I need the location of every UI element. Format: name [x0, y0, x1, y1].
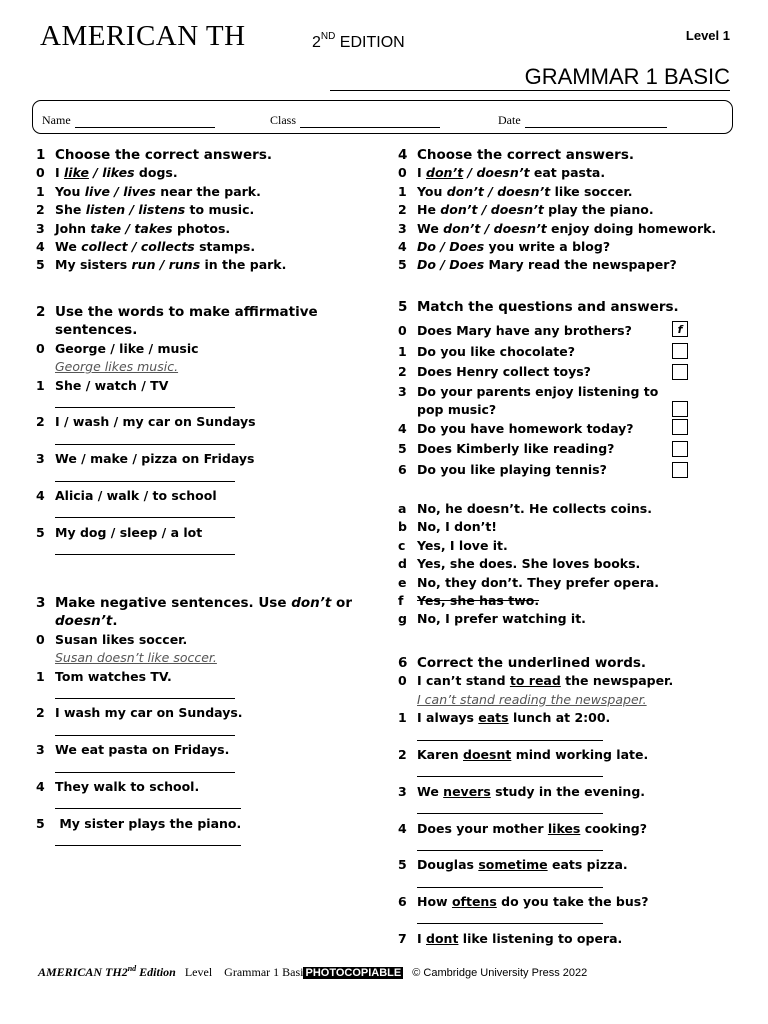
section-2-heading-line-2: sentences. — [55, 322, 138, 339]
item-number: 4 — [36, 238, 45, 254]
question-text: Do you like playing tennis? — [417, 461, 607, 477]
answer-box[interactable]: f — [672, 321, 688, 337]
option-2: doesn’t — [490, 202, 544, 218]
class-label: Class — [270, 113, 297, 127]
question-text: Do your parents enjoy listening to — [417, 383, 659, 399]
example-prompt: George / like / music — [55, 340, 199, 356]
footer-edition-superscript: nd — [127, 964, 137, 973]
correction-item — [398, 930, 673, 948]
answer-line-row — [398, 764, 673, 782]
section-1 — [36, 146, 286, 275]
answer-blank[interactable] — [417, 838, 603, 851]
section-number: 2 — [36, 304, 46, 320]
item-number: 5 — [398, 257, 407, 273]
sentence-prompt — [36, 704, 352, 722]
match-answer — [398, 518, 659, 536]
answer-line-row — [36, 760, 352, 778]
question-text: Do you like chocolate? — [417, 343, 575, 359]
answer-options: collect / collects — [81, 238, 195, 254]
example-prompt: Susan likes soccer. — [55, 631, 188, 647]
item-number: 1 — [398, 183, 407, 199]
item-text: mind working late. — [511, 746, 649, 762]
answer-options — [64, 165, 135, 180]
item-number: 4 — [398, 820, 407, 836]
edition-word: EDITION — [335, 34, 405, 51]
item-number: 4 — [36, 487, 45, 503]
item-text: dogs. — [134, 165, 178, 181]
prompt-text: We / make / pizza on Fridays — [55, 451, 255, 467]
answer-text: Yes, she has two. — [417, 592, 540, 608]
section-5-questions — [398, 321, 658, 481]
option-2: Does — [449, 257, 485, 273]
answer-line-row — [398, 875, 673, 893]
choice-item — [398, 238, 716, 256]
match-answer — [398, 555, 659, 573]
option-separator: / — [435, 238, 450, 254]
answer-blank[interactable] — [55, 686, 235, 699]
section-1-heading — [36, 146, 286, 164]
answer-blank[interactable] — [55, 760, 235, 773]
item-text: You — [417, 183, 447, 199]
answer-blank[interactable] — [55, 723, 235, 736]
footer-copyright: © Cambridge University Press 2022 — [412, 967, 588, 979]
sentence-prompt — [36, 450, 318, 468]
item-text: you write a blog? — [484, 238, 611, 254]
sentence-prompt — [36, 668, 352, 686]
section-number: 1 — [36, 147, 46, 163]
answer-blank[interactable] — [55, 796, 241, 809]
section-4 — [398, 146, 716, 275]
footer-edition-word: Edition — [136, 965, 176, 979]
section-3 — [36, 594, 352, 851]
title-rule — [330, 90, 730, 91]
underlined-word: oftens — [451, 894, 497, 910]
prompt-text: My dog / sleep / a lot — [55, 524, 203, 540]
match-question — [398, 419, 658, 440]
section-number: 4 — [398, 147, 408, 163]
item-number: 3 — [398, 783, 407, 799]
section-2 — [36, 303, 318, 560]
answer-blank[interactable] — [55, 469, 235, 482]
item-number: 1 — [398, 710, 407, 726]
item-number: 0 — [398, 323, 407, 338]
page-footer — [38, 964, 587, 980]
item-text: near the park. — [155, 183, 261, 199]
example-answer: George likes music. — [55, 359, 179, 375]
question-text: Does Henry collect toys? — [417, 364, 591, 380]
sentence-prompt — [36, 778, 352, 796]
section-title-keyword-2: doesn’t — [55, 613, 113, 630]
answer-blank[interactable] — [417, 911, 603, 924]
match-question — [398, 460, 658, 481]
class-field[interactable] — [270, 113, 440, 128]
answer-line-row — [36, 833, 352, 851]
choice-item — [36, 238, 286, 256]
date-line — [525, 117, 667, 128]
answer-line-row — [36, 432, 318, 450]
match-question — [398, 439, 658, 460]
question-text: Do you have homework today? — [417, 420, 634, 436]
item-text: study in the evening. — [490, 783, 646, 799]
answer-line-row — [398, 801, 673, 819]
item-number: 3 — [36, 742, 45, 758]
answer-line-row — [36, 469, 318, 487]
item-number: 0 — [398, 165, 407, 181]
item-text: John — [55, 220, 91, 236]
item-number: 4 — [398, 238, 407, 254]
answer-text: No, he doesn’t. He collects coins. — [417, 501, 652, 516]
match-question — [398, 342, 658, 363]
choice-item — [398, 164, 716, 182]
item-number: 3 — [398, 383, 407, 399]
match-answer — [398, 500, 659, 518]
item-text: lunch at 2:00. — [508, 710, 611, 726]
prompt-text: My sister plays the piano. — [55, 815, 242, 831]
choice-item — [36, 256, 286, 274]
correction-item — [398, 783, 673, 801]
worksheet-title: GRAMMAR 1 BASIC — [524, 64, 730, 89]
item-text: Does your mother — [417, 820, 548, 836]
sentence-prompt — [36, 815, 352, 833]
example-pre: I can’t stand — [417, 673, 510, 689]
example-post: the newspaper. — [560, 673, 674, 689]
answer-line-row — [398, 728, 673, 746]
chosen-option: like — [64, 165, 89, 181]
item-number: 5 — [36, 257, 45, 273]
worksheet-brand-title: AMERICAN TH — [40, 20, 246, 52]
item-text: She — [55, 202, 86, 218]
match-question — [398, 321, 658, 342]
answer-options: listen / listens — [85, 202, 186, 218]
answer-blank[interactable] — [417, 801, 603, 814]
correction-item — [398, 893, 673, 911]
item-text: play the piano. — [543, 202, 654, 218]
choice-item — [398, 201, 716, 219]
question-text: Does Kimberly like reading? — [417, 441, 615, 457]
item-number: 1 — [36, 377, 45, 393]
section-title-pre: Make negative sentences. Use — [55, 595, 292, 611]
section-2-example — [36, 340, 318, 358]
item-text: Douglas — [417, 857, 479, 873]
other-option: likes — [102, 165, 135, 181]
option-separator: / — [88, 165, 103, 181]
answer-text: Yes, she does. She loves books. — [417, 556, 641, 572]
section-title-line-1: Use the words to make affirmative — [55, 304, 318, 320]
option-separator: / — [463, 165, 477, 181]
answer-text: No, I prefer watching it. — [417, 611, 586, 627]
item-text: I always — [417, 710, 479, 726]
option-separator: / — [483, 183, 498, 199]
section-title: Choose the correct answers. — [55, 147, 272, 163]
section-5-answers — [398, 500, 659, 629]
answer-letter: b — [398, 519, 407, 535]
section-title: Choose the correct answers. — [417, 147, 634, 163]
item-number: 5 — [36, 815, 45, 831]
item-number: 1 — [36, 668, 45, 684]
prompt-text: She / watch / TV — [55, 377, 169, 393]
answer-box[interactable] — [672, 401, 688, 417]
item-text: like soccer. — [550, 183, 633, 199]
item-text: I — [417, 165, 427, 181]
section-number: 3 — [36, 595, 46, 611]
option-2: Does — [449, 238, 485, 254]
level-label: Level 1 — [685, 28, 730, 43]
item-number: 2 — [398, 746, 407, 762]
answer-letter: f — [398, 592, 404, 608]
underlined-word: likes — [547, 820, 581, 836]
answer-blank[interactable] — [55, 505, 235, 518]
answer-blank[interactable] — [417, 728, 603, 741]
option-1: don’t — [446, 183, 484, 199]
item-number: 3 — [398, 220, 407, 236]
item-number: 1 — [36, 183, 45, 199]
section-2-heading — [36, 303, 318, 321]
item-number: 2 — [398, 364, 407, 380]
item-number: 0 — [36, 340, 45, 356]
match-question — [398, 383, 658, 401]
answer-blank[interactable] — [55, 542, 235, 555]
item-number: 3 — [36, 451, 45, 467]
underlined-word: eats — [478, 710, 509, 726]
edition-superscript: ND — [320, 31, 336, 42]
underlined-word: sometime — [478, 857, 548, 873]
answer-letter: a — [398, 501, 407, 516]
answer-blank[interactable] — [55, 833, 241, 846]
item-number: 3 — [36, 220, 45, 236]
answer-letter: g — [398, 611, 407, 627]
answer-line-row — [36, 723, 352, 741]
item-text: We — [55, 238, 82, 254]
section-2-example-answer-row — [36, 358, 318, 376]
section-number: 6 — [398, 655, 408, 671]
question-text: Does Mary have any brothers? — [417, 323, 632, 338]
sentence-prompt — [36, 487, 318, 505]
item-number: 6 — [398, 461, 407, 477]
answer-letter: d — [398, 556, 407, 572]
answer-line-row — [36, 395, 318, 413]
item-text: do you take the bus? — [496, 894, 649, 910]
item-number: 0 — [398, 673, 407, 689]
choice-item — [36, 201, 286, 219]
section-title-keyword-1: don’t — [291, 595, 332, 611]
item-text: photos. — [172, 220, 231, 236]
item-text: like listening to opera. — [458, 930, 623, 946]
choice-item — [398, 256, 716, 274]
answer-line-row — [398, 838, 673, 856]
item-text: cooking? — [580, 820, 647, 836]
name-field[interactable] — [42, 113, 215, 128]
correction-item — [398, 746, 673, 764]
answer-blank[interactable] — [417, 764, 603, 777]
choice-item — [398, 220, 716, 238]
answer-box[interactable] — [672, 462, 688, 478]
section-5 — [398, 298, 679, 316]
item-number: 2 — [36, 414, 45, 430]
item-number: 5 — [398, 857, 407, 873]
item-text: eat pasta. — [529, 165, 606, 181]
option-2: doesn’t — [493, 220, 547, 236]
item-number: 7 — [398, 930, 407, 946]
item-text: My sisters — [55, 257, 132, 273]
option-1: don’t — [426, 165, 464, 181]
photocopiable-badge: PHOTOCOPIABLE — [305, 967, 402, 979]
name-label: Name — [42, 113, 71, 127]
item-text: I — [417, 930, 427, 946]
item-text: enjoy doing homework. — [546, 220, 717, 236]
item-text: We — [417, 220, 444, 236]
name-line — [75, 117, 215, 128]
answer-blank[interactable] — [55, 432, 235, 445]
match-question-cont: pop music? — [417, 401, 497, 417]
correction-item — [398, 856, 673, 874]
section-3-example-answer-row — [36, 649, 352, 667]
option-separator: / — [435, 257, 450, 273]
example-answer: I can’t stand reading the newspaper. — [417, 691, 647, 707]
answer-options: run / runs — [131, 257, 201, 273]
option-separator: / — [477, 202, 491, 218]
item-number: 2 — [36, 202, 45, 218]
choice-item — [36, 183, 286, 201]
choice-item — [36, 220, 286, 238]
answer-letter: e — [398, 574, 407, 590]
answer-letter: c — [398, 537, 406, 553]
answer-line-row — [36, 796, 352, 814]
item-number: 2 — [398, 202, 407, 218]
item-text: How — [417, 894, 452, 910]
item-number: 4 — [398, 420, 407, 436]
answer-line-row — [398, 911, 673, 929]
answer-blank[interactable] — [55, 395, 235, 408]
sentence-prompt — [36, 413, 318, 431]
section-6 — [398, 654, 673, 948]
footer-level: Level — [184, 965, 213, 979]
answer-options: take / takes — [90, 220, 173, 236]
item-text: I — [55, 165, 65, 181]
item-number: 0 — [36, 165, 45, 181]
prompt-text: Alicia / walk / to school — [55, 487, 217, 503]
section-4-heading — [398, 146, 716, 164]
item-number: 1 — [398, 343, 407, 359]
answer-text: No, I don’t! — [417, 519, 498, 535]
option-2: doesn’t — [497, 183, 551, 199]
prompt-text: I wash my car on Sundays. — [55, 705, 243, 721]
answer-text: No, they don’t. They prefer opera. — [417, 574, 660, 590]
answer-text: Yes, I love it. — [417, 537, 508, 553]
item-number: 5 — [36, 524, 45, 540]
underlined-word: doesnt — [463, 746, 512, 762]
example-answer: Susan doesn’t like soccer. — [55, 650, 217, 666]
answer-box[interactable] — [672, 419, 688, 435]
section-number: 5 — [398, 299, 408, 315]
underlined-word: dont — [426, 930, 459, 946]
date-field[interactable] — [498, 113, 667, 128]
footer-title: Grammar 1 Basi — [224, 965, 304, 979]
answer-line-row — [36, 542, 318, 560]
item-text: You — [55, 183, 85, 199]
section-title-end: . — [112, 613, 118, 630]
section-3-heading-line-2 — [36, 612, 352, 630]
section-6-example-answer-row — [398, 691, 673, 709]
item-text: in the park. — [200, 257, 287, 273]
match-answer — [398, 610, 659, 628]
answer-line-row — [36, 686, 352, 704]
prompt-text: They walk to school. — [55, 778, 200, 794]
item-text: Mary read the newspaper? — [484, 257, 677, 273]
footer-edition-number: 2 — [121, 965, 128, 979]
correction-item — [398, 709, 673, 727]
footer-brand: AMERICAN TH — [38, 965, 122, 979]
option-1: don’t — [440, 202, 478, 218]
answer-box[interactable] — [672, 441, 688, 457]
item-number: 6 — [398, 894, 407, 910]
section-title-or: or — [331, 595, 352, 611]
choice-item — [36, 164, 286, 182]
answer-box[interactable] — [672, 343, 688, 359]
sentence-prompt — [36, 524, 318, 542]
answer-box[interactable] — [672, 364, 688, 380]
prompt-text: We eat pasta on Fridays. — [55, 742, 230, 758]
item-text: stamps. — [194, 238, 256, 254]
answer-line-row — [36, 505, 318, 523]
prompt-text: I / wash / my car on Sundays — [55, 414, 256, 430]
option-1: don’t — [443, 220, 481, 236]
item-number: 5 — [398, 441, 407, 457]
match-answer — [398, 574, 659, 592]
section-6-example — [398, 672, 673, 690]
class-line — [300, 117, 440, 128]
item-text: to music. — [185, 202, 255, 218]
answer-options: live / lives — [84, 183, 156, 199]
date-label: Date — [498, 113, 521, 127]
match-answer — [398, 592, 659, 610]
section-5-heading — [398, 298, 679, 316]
item-text: eats pizza. — [547, 857, 628, 873]
sentence-prompt — [36, 741, 352, 759]
example-underlined-word: to read — [509, 673, 561, 689]
item-text: We — [417, 783, 444, 799]
option-separator: / — [480, 220, 494, 236]
item-text: He — [417, 202, 441, 218]
sentence-prompt — [36, 377, 318, 395]
section-3-example — [36, 631, 352, 649]
section-3-heading — [36, 594, 352, 612]
option-2: doesn’t — [476, 165, 530, 181]
prompt-text: Tom watches TV. — [55, 668, 172, 684]
section-6-heading — [398, 654, 673, 672]
match-answer — [398, 537, 659, 555]
item-text: Karen — [417, 746, 464, 762]
section-title: Correct the underlined words. — [417, 655, 647, 671]
edition-number: 2 — [312, 34, 321, 51]
option-1: Do — [417, 238, 436, 254]
answer-blank[interactable] — [417, 875, 603, 888]
edition-label — [312, 31, 405, 52]
option-1: Do — [417, 257, 436, 273]
match-question — [398, 362, 658, 383]
correction-item — [398, 820, 673, 838]
item-number: 4 — [36, 778, 45, 794]
section-title: Match the questions and answers. — [417, 299, 679, 315]
choice-item — [398, 183, 716, 201]
underlined-word: nevers — [443, 783, 491, 799]
item-number: 2 — [36, 705, 45, 721]
item-number: 0 — [36, 631, 45, 647]
